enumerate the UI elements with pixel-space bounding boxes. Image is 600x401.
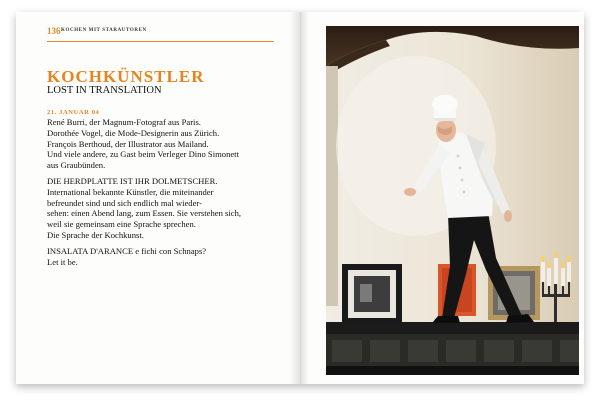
article-date: 21. JANUAR 04 xyxy=(47,109,100,116)
right-page xyxy=(301,12,584,384)
gutter-shadow xyxy=(290,12,300,384)
page-number: 136 xyxy=(47,26,61,36)
body-line: François Berthoud, der Illustrator aus Mailand. xyxy=(47,138,209,149)
body-line: René Burri, der Magnum-Fotograf aus Paris. xyxy=(47,117,201,127)
body-line: International bekannte Künstler, die miteinander xyxy=(47,186,214,197)
magazine-spread xyxy=(16,12,584,384)
body-line: aus Graubünden. xyxy=(47,160,106,171)
body-line: sehen: einen Abend lang, zum Essen. Sie verstehen sich, xyxy=(47,208,242,219)
paragraph-2 xyxy=(47,176,297,241)
left-page xyxy=(16,12,301,384)
body-line: INSALATA D'ARANCE e fichi con Schnaps? xyxy=(47,245,207,256)
body-line: weil sie gemeinsam eine Sprache sprechen. xyxy=(47,219,196,230)
body-line: DIE HERDPLATTE IST IHR DOLMETSCHER. xyxy=(47,175,218,186)
chef-photo xyxy=(326,26,579,375)
body-line: Let it be. xyxy=(47,256,78,267)
photo-illustration xyxy=(326,26,579,375)
running-title: KOCHEN MIT STARAUTOREN xyxy=(61,28,147,33)
headline: KOCHKÜNSTLER xyxy=(47,67,205,86)
running-head xyxy=(47,25,274,42)
gutter-shadow xyxy=(301,12,309,384)
body-line: befreundet sind und sich endlich mal wieder- xyxy=(47,197,202,208)
body-line: Und viele andere, zu Gast beim Verleger Dino Simonett xyxy=(47,149,239,160)
body-line: Dorothée Vogel, die Mode-Designerin aus Zürich. xyxy=(47,127,220,138)
article-body xyxy=(47,117,297,272)
body-line: Die Sprache der Kochkunst. xyxy=(47,229,144,240)
subheadline: LOST IN TRANSLATION xyxy=(47,85,162,96)
paragraph-3 xyxy=(47,246,297,268)
paragraph-1 xyxy=(47,117,297,171)
